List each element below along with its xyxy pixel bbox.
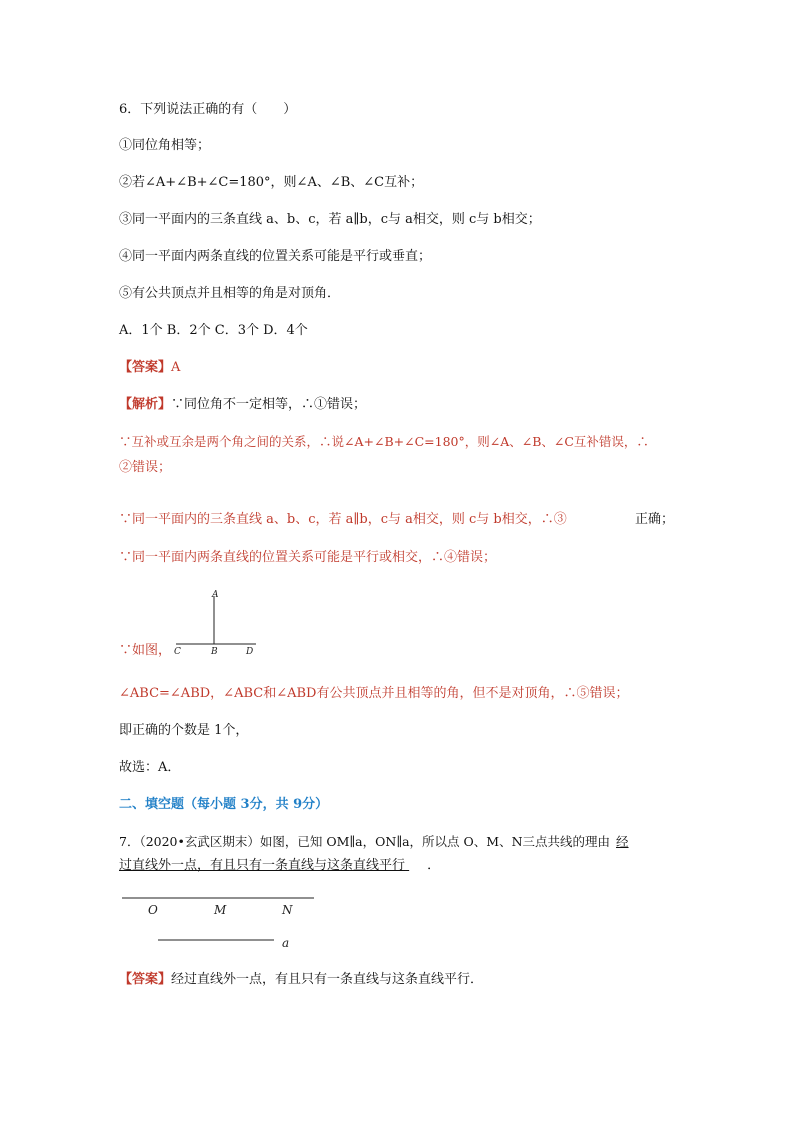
q6-options: A．1个 B．2个 C．3个 D．4个 — [119, 323, 308, 338]
analysis-label: 【解析】 — [119, 397, 172, 412]
label-o: O — [148, 903, 158, 917]
q7-answer — [119, 971, 483, 989]
q7-stem-text: 7．（2020•玄武区期末）如图，已知 OM∥a，ON∥a，所以点 O、M、N三点共线的理由 — [119, 834, 611, 849]
answer-value: A — [171, 360, 181, 375]
q6-analysis-line-1 — [119, 396, 366, 414]
q6-analysis-line-2: ∵互补或互余是两个角之间的关系，∴说∠A+∠B+∠C=180°，则∠A、∠B、∠C互补错误，∴ — [119, 434, 649, 449]
label-d: D — [246, 647, 254, 657]
q7-figure — [118, 888, 328, 954]
q6-figure-prefix: ∵如图， — [119, 643, 172, 658]
section-2-title: 二、填空题（每小题 3分，共 9分） — [119, 797, 329, 812]
label-b: B — [211, 647, 218, 657]
q6-analysis-line-3 — [119, 511, 675, 529]
q7-stem-line-1 — [119, 833, 629, 851]
q6-statement-5: ⑤有公共顶点并且相等的角是对顶角． — [119, 286, 341, 301]
q7-stem-line-2 — [119, 857, 440, 875]
q6-analysis-line-6: 即正确的个数是 1个， — [119, 723, 249, 738]
q6-statement-3: ③同一平面内的三条直线 a、b、c，若 a∥b，c与 a相交，则 c与 b相交； — [119, 212, 541, 227]
label-m: M — [214, 903, 227, 917]
q6-angle-figure — [168, 586, 268, 658]
q7-blank-trail — [405, 858, 427, 873]
q6-statement-4: ④同一平面内两条直线的位置关系可能是平行或垂直； — [119, 249, 432, 264]
q7-blank-start: 经 — [616, 834, 629, 849]
q6-statement-1: ①同位角相等； — [119, 138, 211, 153]
q7-answer-value: 经过直线外一点，有且只有一条直线与这条直线平行． — [171, 972, 484, 987]
q6-analysis-line-7: 故选：A． — [119, 760, 181, 775]
q7-blank-rest: 过直线外一点，有且只有一条直线与这条直线平行 — [119, 858, 406, 873]
q6-statement-2: ②若∠A+∠B+∠C=180°，则∠A、∠B、∠C互补； — [119, 175, 424, 190]
label-line-a: a — [282, 936, 290, 950]
analysis-text-3-end: 正确； — [635, 512, 675, 527]
label-c: C — [174, 647, 181, 657]
label-a: A — [212, 590, 219, 600]
label-n: N — [282, 903, 293, 917]
q6-analysis-line-5: ∠ABC=∠ABD，∠ABC和∠ABD有公共顶点并且相等的角，但不是对顶角，∴⑤错误； — [119, 686, 629, 701]
analysis-text-1: ∵同位角不一定相等，∴①错误； — [171, 397, 367, 412]
q6-analysis-line-2b: ②错误； — [119, 460, 172, 475]
q7-stem-end: ． — [427, 858, 441, 873]
analysis-text-3: ∵同一平面内的三条直线 a、b、c，若 a∥b，c与 a相交，则 c与 b相交，∴③ — [119, 512, 567, 527]
q6-analysis-line-4: ∵同一平面内两条直线的位置关系可能是平行或相交，∴④错误； — [119, 550, 497, 565]
q6-answer — [119, 359, 180, 377]
q6-stem: 6．下列说法正确的有（ ） — [119, 102, 297, 117]
answer-label: 【答案】 — [119, 360, 172, 375]
q7-answer-label: 【答案】 — [119, 972, 172, 987]
